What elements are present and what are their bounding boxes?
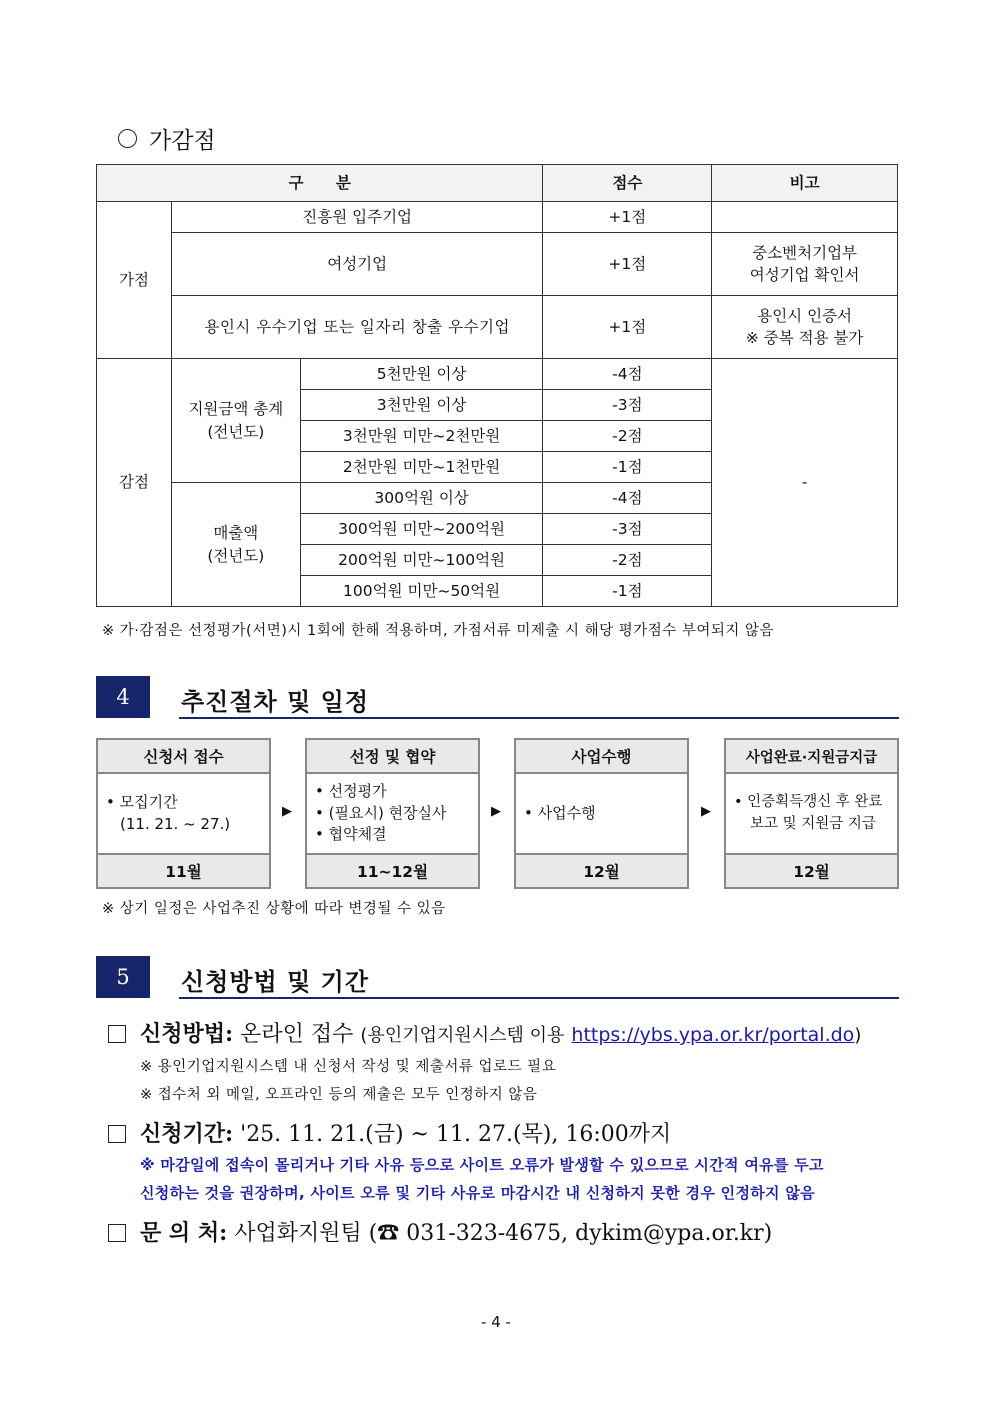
bonus-score: +1점 [543, 233, 712, 296]
section4-title: 추진절차 및 일정 [181, 687, 369, 716]
penalty-range: 200억원 미만~100억원 [300, 545, 543, 576]
penalty-label: 감점 [97, 359, 172, 607]
penalty-range: 3천만원 미만~2천만원 [300, 421, 543, 452]
penalty-group-support [171, 359, 300, 483]
penalty-range: 5천만원 이상 [300, 359, 543, 390]
method-note: ※ 용인기업지원시스템 내 신청서 작성 및 제출서류 업로드 필요 [140, 1059, 557, 1075]
bonus-note-line: 여성기업 확인서 [749, 266, 860, 284]
arrow-right-icon: ▶ [282, 804, 292, 819]
step-head: 사업수행 [514, 738, 689, 774]
bonus-footnote: ※ 가·감점은 선정평가(서면)시 1회에 한해 적용하며, 가점서류 미제출 시 해당 평가점수 부여되지 않음 [102, 623, 774, 639]
section4-footnote: ※ 상기 일정은 사업추진 상황에 따라 변경될 수 있음 [102, 901, 446, 917]
penalty-score: -3점 [543, 514, 712, 545]
step-head: 선정 및 협약 [305, 738, 480, 774]
penalty-group-line: 매출액 [213, 524, 259, 543]
header-category: 구 분 [97, 165, 543, 202]
step-body [514, 774, 689, 853]
step-body [305, 774, 480, 853]
step-line: • 사업수행 [524, 803, 687, 825]
table-row [97, 296, 898, 359]
step-line: 보고 및 지원금 지급 [750, 815, 876, 832]
period-warning-line: ※ 마감일에 접속이 몰리거나 기타 사유 등으로 사이트 오류가 발생할 수 있으므로 시간적 여유를 두고 [140, 1156, 824, 1174]
bonus-note-line: ※ 중복 적용 불가 [745, 329, 864, 347]
penalty-range: 3천만원 이상 [300, 390, 543, 421]
section4-underline [179, 717, 899, 719]
step-month: 12월 [724, 853, 899, 889]
header-score: 점수 [543, 165, 712, 202]
penalty-group-line: 지원금액 총계 [188, 400, 284, 419]
apply-period-text: '25. 11. 21.(금) ~ 11. 27.(목), 16:00까지 [240, 1122, 672, 1147]
apply-method-paren: (용인기업지원시스템 이용 [360, 1025, 565, 1046]
penalty-range: 100억원 미만~50억원 [300, 576, 543, 607]
apply-period-label: 신청기간: [140, 1121, 234, 1147]
step-line: • (필요시) 현장실사 [315, 803, 478, 825]
bonus-note [712, 202, 898, 233]
step-body [724, 774, 899, 853]
arrow-right-icon: ▶ [701, 804, 711, 819]
penalty-group-line: (전년도) [207, 546, 265, 565]
process-step-4 [724, 738, 899, 889]
bonus-score: +1점 [543, 296, 712, 359]
penalty-score: -1점 [543, 452, 712, 483]
step-month: 11월 [96, 853, 271, 889]
apply-method-item [108, 1017, 861, 1048]
section5-title: 신청방법 및 기간 [181, 967, 369, 996]
penalty-score: -2점 [543, 421, 712, 452]
apply-method-text: 온라인 접수 [240, 1022, 354, 1047]
bonus-item: 용인시 우수기업 또는 일자리 창출 우수기업 [171, 296, 543, 359]
apply-period-item [108, 1117, 671, 1148]
step-head: 사업완료·지원금지급 [724, 738, 899, 774]
apply-method-label: 신청방법: [140, 1021, 234, 1047]
penalty-note: - [712, 359, 898, 607]
step-line: (11. 21. ~ 27.) [120, 814, 231, 833]
bonus-item: 진흥원 입주기업 [171, 202, 543, 233]
penalty-score: -4점 [543, 359, 712, 390]
step-line: • 협약체결 [315, 824, 478, 846]
circle-bullet-icon [118, 129, 137, 148]
apply-method-paren-close: ) [854, 1025, 862, 1046]
step-line: • 인증획득갱신 후 완료 [734, 792, 897, 813]
contact-item [108, 1216, 772, 1247]
penalty-range: 300억원 이상 [300, 483, 543, 514]
step-body [96, 774, 271, 853]
period-warning-line: 신청하는 것을 권장하며, 사이트 오류 및 기타 사유로 마감시간 내 신청하지 못한 경우 인정하지 않음 [140, 1184, 815, 1202]
bonus-note-line: 용인시 인증서 [757, 306, 852, 325]
bonus-score: +1점 [543, 202, 712, 233]
bonus-item: 여성기업 [171, 233, 543, 296]
step-line: • 모집기간 [106, 792, 269, 814]
bonus-section-title-text: 가감점 [149, 128, 216, 154]
penalty-score: -4점 [543, 483, 712, 514]
checkbox-icon [108, 1125, 126, 1143]
penalty-group-line: (전년도) [207, 422, 265, 441]
bonus-note-line: 중소벤처기업부 [752, 243, 858, 262]
checkbox-icon [108, 1025, 126, 1043]
section5-underline [179, 997, 899, 999]
process-step-1 [96, 738, 271, 889]
table-row [97, 202, 898, 233]
arrow-right-icon: ▶ [491, 804, 501, 819]
step-month: 11~12월 [305, 853, 480, 889]
penalty-group-sales [171, 483, 300, 607]
process-step-2 [305, 738, 480, 889]
bonus-note [712, 233, 898, 296]
page-number: - 4 - [481, 1313, 511, 1331]
table-row [97, 359, 898, 390]
checkbox-icon [108, 1224, 126, 1242]
process-step-3 [514, 738, 689, 889]
step-head: 신청서 접수 [96, 738, 271, 774]
method-note: ※ 접수처 외 메일, 오프라인 등의 제출은 모두 인정하지 않음 [140, 1087, 538, 1103]
bonus-section-title [118, 122, 216, 155]
penalty-score: -2점 [543, 545, 712, 576]
section4-number: 4 [96, 676, 150, 718]
header-note: 비고 [712, 165, 898, 202]
bonus-label: 가점 [97, 202, 172, 359]
section5-number: 5 [96, 956, 150, 998]
table-row [97, 233, 898, 296]
bonus-note [712, 296, 898, 359]
contact-label: 문 의 처: [140, 1220, 228, 1246]
bonus-penalty-table [96, 164, 898, 607]
step-month: 12월 [514, 853, 689, 889]
penalty-range: 300억원 미만~200억원 [300, 514, 543, 545]
penalty-score: -1점 [543, 576, 712, 607]
penalty-range: 2천만원 미만~1천만원 [300, 452, 543, 483]
table-header-row [97, 165, 898, 202]
penalty-score: -3점 [543, 390, 712, 421]
step-line: • 선정평가 [315, 781, 478, 803]
portal-link[interactable]: https://ybs.ypa.or.kr/portal.do [571, 1024, 855, 1046]
contact-text: 사업화지원팀 (☎ 031-323-4675, dykim@ypa.or.kr) [234, 1221, 773, 1246]
